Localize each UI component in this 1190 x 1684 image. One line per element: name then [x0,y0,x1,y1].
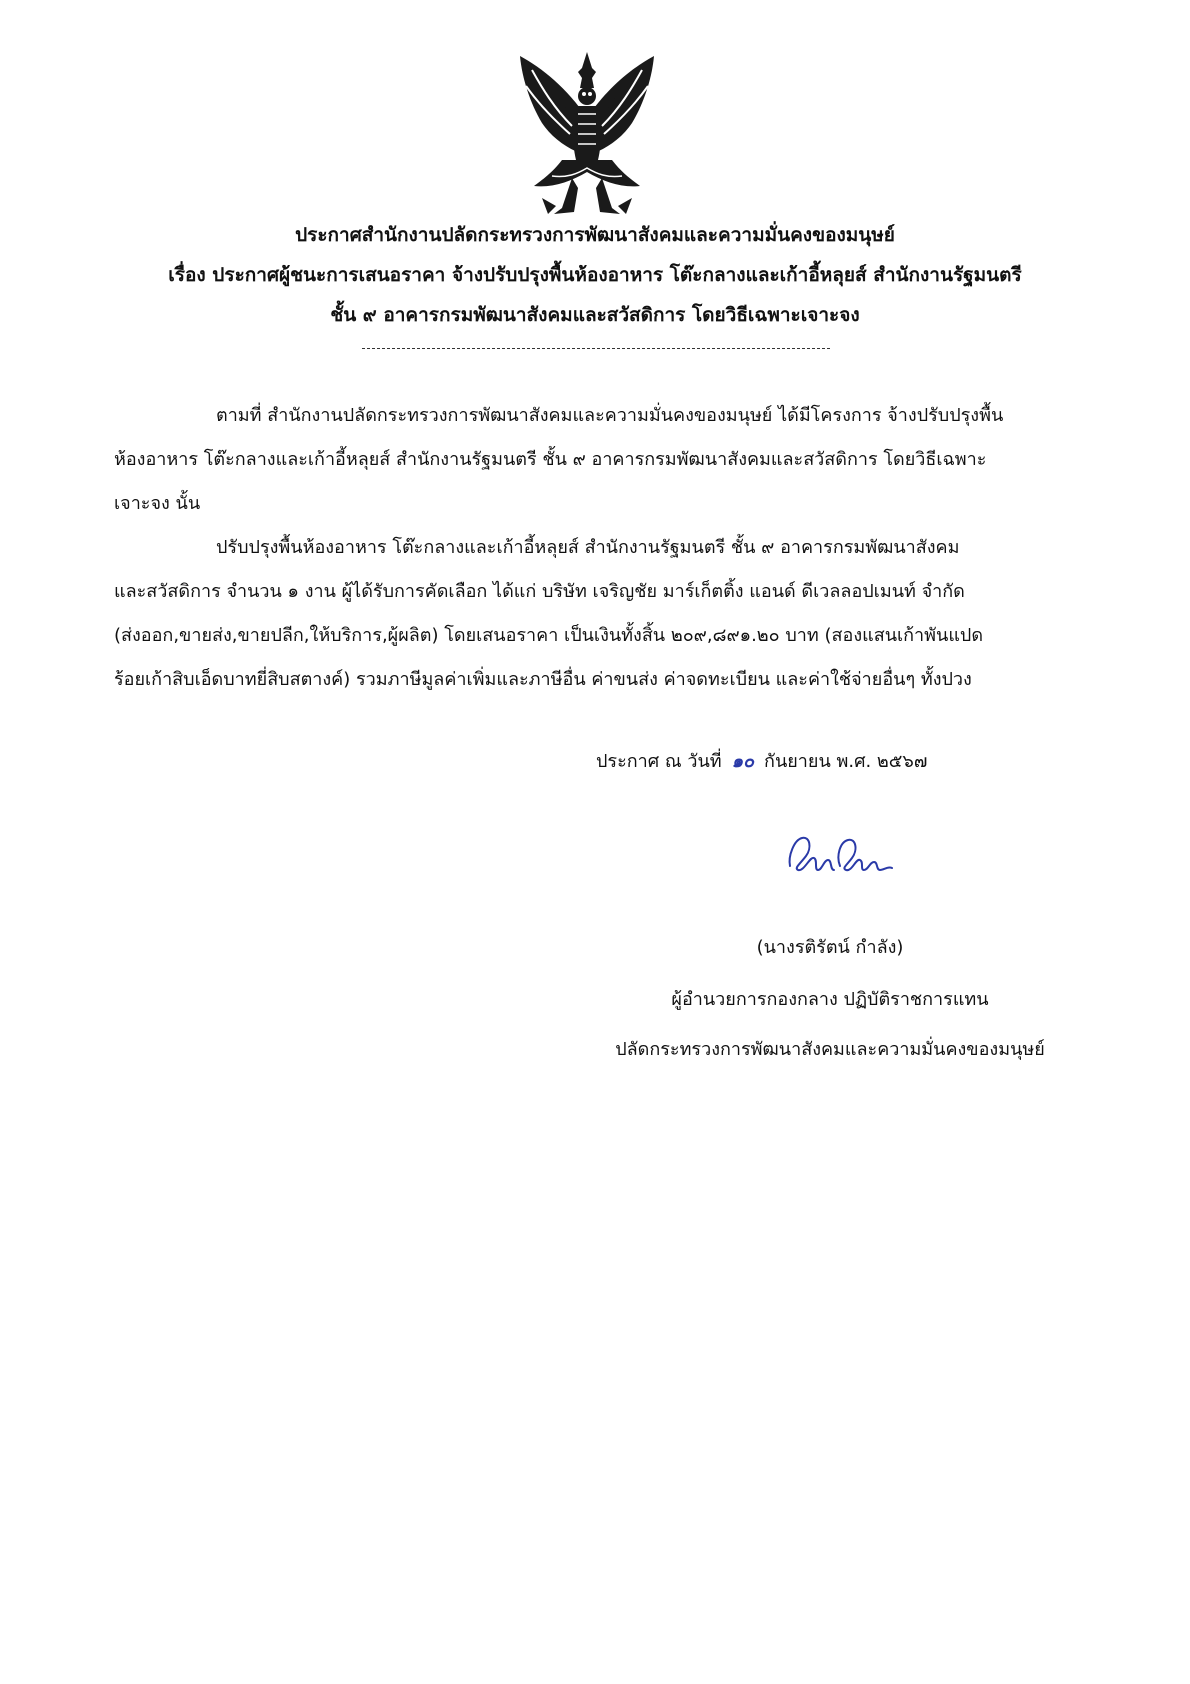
paragraph-2-line: ร้อยเก้าสิบเอ็ดบาทยี่สิบสตางค์) รวมภาษีมูลค่าเพิ่มและภาษีอื่น ค่าขนส่ง ค่าจดทะเบียน และค่าใช้จ่ายอื่นๆ ทั้งปวง [114,669,972,690]
document-title-line-3: ชั้น ๙ อาคารกรมพัฒนาสังคมและสวัสดิการ โดยวิธีเฉพาะเจาะจง [330,304,860,326]
signatory-position: ผู้อำนวยการกองกลาง ปฏิบัติราชการแทน [671,989,989,1010]
document-title-line-1: ประกาศสำนักงานปลัดกระทรวงการพัฒนาสังคมและความมั่นคงของมนุษย์ [295,224,895,246]
title-divider [362,348,830,349]
document-title-line-2: เรื่อง ประกาศผู้ชนะการเสนอราคา จ้างปรับปรุงพื้นห้องอาหาร โต๊ะกลางและเก้าอี้หลุยส์ สำนักงานรัฐมนตรี [168,264,1022,286]
signature-icon [780,826,900,884]
paragraph-2 [114,526,1054,702]
signatory-organization: ปลัดกระทรวงการพัฒนาสังคมและความมั่นคงของมนุษย์ [615,1039,1045,1060]
paragraph-2-line: (ส่งออก,ขายส่ง,ขายปลีก,ให้บริการ,ผู้ผลิต) โดยเสนอราคา เป็นเงินทั้งสิ้น ๒๐๙,๘๙๑.๒๐ บาท (สองแสนเก้าพันแปด [114,625,984,646]
paragraph-2-line: และสวัสดิการ จำนวน ๑ งาน ผู้ได้รับการคัดเลือก ได้แก่ บริษัท เจริญชัย มาร์เก็ตติ้ง แอนด์ ดีเวลลอปเมนท์ จำกัด [114,581,965,602]
announcement-date-prefix: ประกาศ ณ วันที่ [596,751,722,772]
paragraph-1-line: ห้องอาหาร โต๊ะกลางและเก้าอี้หลุยส์ สำนักงานรัฐมนตรี ชั้น ๙ อาคารกรมพัฒนาสังคมและสวัสดิการ โดยวิธีเฉพาะ [114,449,987,470]
paragraph-2-line: ปรับปรุงพื้นห้องอาหาร โต๊ะกลางและเก้าอี้หลุยส์ สำนักงานรัฐมนตรี ชั้น ๙ อาคารกรมพัฒนาสังคม [216,537,960,558]
signatory-name: (นางรติรัตน์ กำลัง) [756,937,904,958]
paragraph-1-line: ตามที่ สำนักงานปลัดกระทรวงการพัฒนาสังคมและความมั่นคงของมนุษย์ ได้มีโครงการ จ้างปรับปรุงพื้น [216,405,1004,426]
announcement-month-year: กันยายน พ.ศ. ๒๕๖๗ [764,751,928,772]
paragraph-1 [114,394,1054,526]
announcement-day-handwritten: ๑๐ [731,751,755,772]
announcement-date [596,742,927,782]
paragraph-1-line: เจาะจง นั้น [114,493,201,514]
garuda-emblem-icon [512,48,662,218]
